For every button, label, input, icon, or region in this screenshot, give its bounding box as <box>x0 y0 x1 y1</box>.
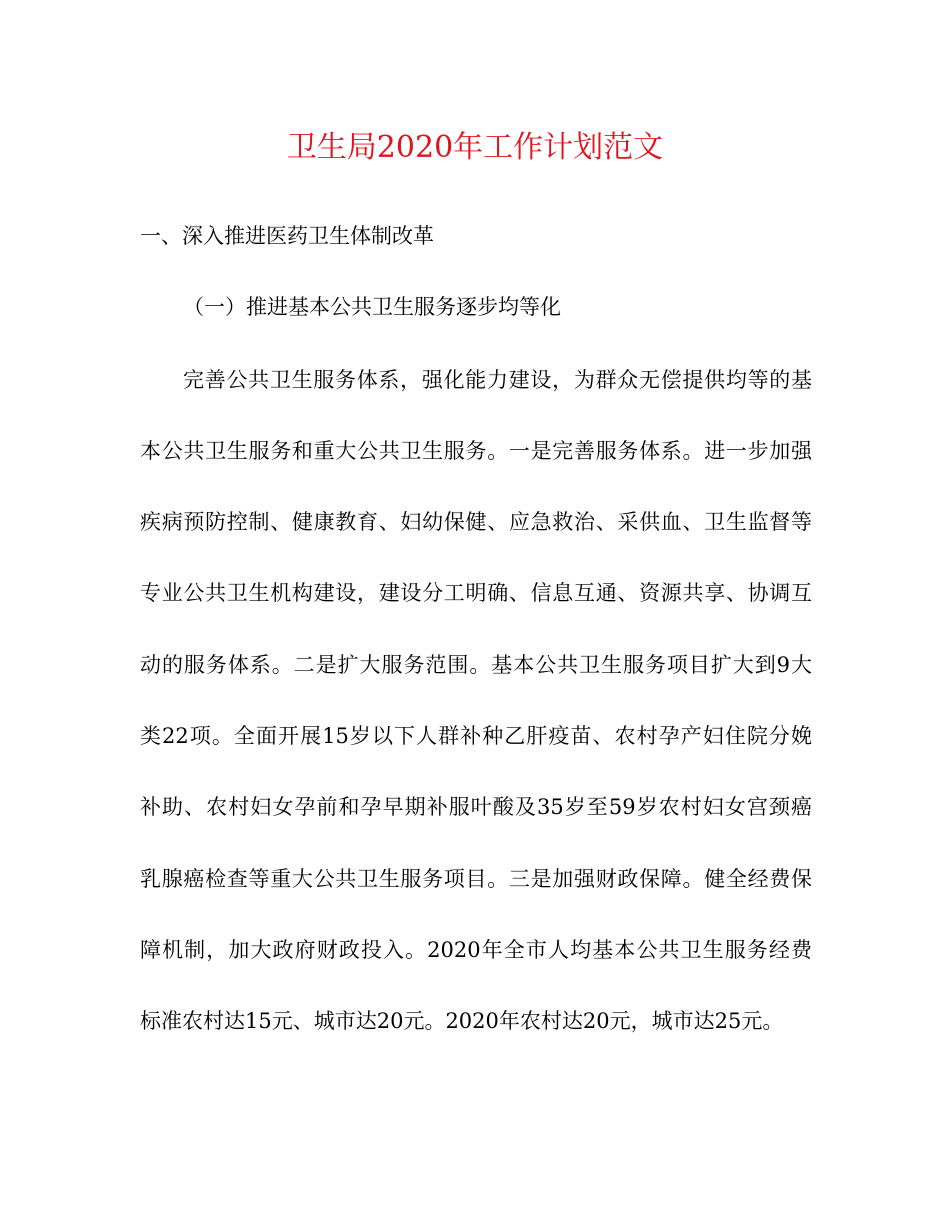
paragraph-line: 类22项。全面开展15岁以下人群补种乙肝疫苗、农村孕产妇住院分娩 <box>140 724 812 748</box>
paragraph-line: 本公共卫生服务和重大公共卫生服务。一是完善服务体系。进一步加强 <box>140 439 812 463</box>
paragraph-line: 乳腺癌检查等重大公共卫生服务项目。三是加强财政保障。健全经费保 <box>140 867 812 891</box>
paragraph-line: 标准农村达15元、城市达20元。2020年农村达20元，城市达25元。 <box>140 1009 784 1033</box>
document-title: 卫生局2020年工作计划范文 <box>286 130 664 165</box>
subsection-heading: （一）推进基本公共卫生服务逐步均等化 <box>183 295 561 319</box>
section-heading: 一、深入推进医药卫生体制改革 <box>140 224 434 248</box>
paragraph-line: 疾病预防控制、健康教育、妇幼保健、应急救治、采供血、卫生监督等 <box>140 510 812 534</box>
paragraph-line: 补助、农村妇女孕前和孕早期补服叶酸及35岁至59岁农村妇女宫颈癌 <box>140 795 812 819</box>
paragraph-line: 障机制，加大政府财政投入。2020年全市人均基本公共卫生服务经费 <box>140 938 812 962</box>
paragraph-line: 动的服务体系。二是扩大服务范围。基本公共卫生服务项目扩大到9大 <box>140 653 812 677</box>
paragraph-line: 完善公共卫生服务体系，强化能力建设，为群众无偿提供均等的基 <box>183 368 812 392</box>
paragraph-line: 专业公共卫生机构建设，建设分工明确、信息互通、资源共享、协调互 <box>140 581 812 605</box>
